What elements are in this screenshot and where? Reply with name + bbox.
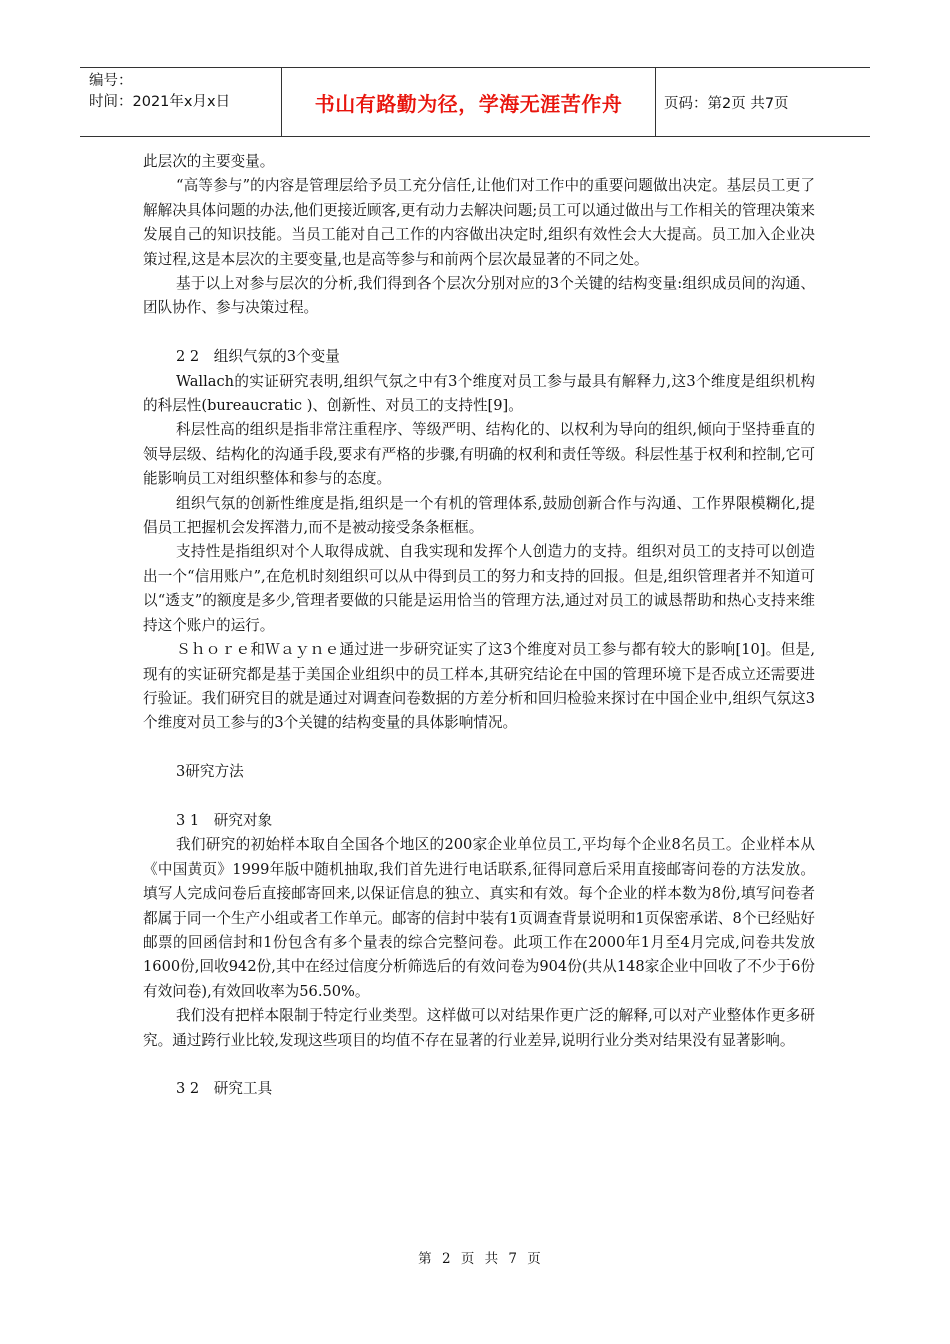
section-heading-3: 3研究方法 [176, 763, 244, 781]
header-meta [80, 68, 282, 136]
paragraph: 基于以上对参与层次的分析,我们得到各个层次分别对应的3个关键的结构变量:组织成员间的沟通、团队协作、参与决策过程。 [143, 275, 815, 317]
page-header [80, 67, 870, 137]
paragraph: 支持性是指组织对个人取得成就、自我实现和发挥个人创造力的支持。组织对员工的支持可以创造出一个“信用账户”,在危机时刻组织可以从中得到员工的努力和支持的回报。但是,组织管理者并不知道可以“透支”的额度是多少,管理者要做的只能是运用恰当的管理方法,通过对员工的诚恳帮助和热心支持来维持这个账户的运行。 [143, 543, 815, 634]
paragraph: “高等参与”的内容是管理层给予员工充分信任,让他们对工作中的重要问题做出决定。基层员工更了解解决具体问题的办法,他们更接近顾客,更有动力去解决问题;员工可以通过做出与工作相关的管理决策来发展自己的知识技能。当员工能对自己工作的内容做出决定时,组织有效性会大大提高。员工加入企业决策过程,这是本层次的主要变量,也是高等参与和前两个层次最显著的不同之处。 [143, 177, 815, 268]
paragraph: 我们研究的初始样本取自全国各个地区的200家企业单位员工,平均每个企业8名员工。企业样本从《中国黄页》1999年版中随机抽取,我们首先进行电话联系,征得同意后采用直接邮寄问卷的方法发放。填写人完成问卷后直接邮寄回来,以保证信息的独立、真实和有效。每个企业的样本数为8份,填写问卷者都属于同一个生产小组或者工作单元。邮寄的信封中装有1页调查背景说明和1页保密承诺、8个已经贴好邮票的回函信封和1份包含有多个量表的综合完整问卷。此项工作在2000年1月至4月完成,问卷共发放1600份,回收942份,其中在经过信度分析筛选后的有效问卷为904份(共从148家企业中回收了不少于6份有效问卷),有效回收率为56.50%。 [143, 836, 815, 1000]
section-heading-3-2: 3 2 研究工具 [176, 1080, 273, 1098]
paragraph: Wallach的实证研究表明,组织气氛之中有3个维度对员工参与最具有解释力,这3个维度是组织机构的科层性(bureaucratic )、创新性、对员工的支持性[9]。 [143, 372, 815, 415]
paragraph: 科层性高的组织是指非常注重程序、等级严明、结构化的、以权利为导向的组织,倾向于坚持垂直的领导层级、结构化的沟通手段,要求有严格的步骤,有明确的权利和责任等级。科层性基于权利和控制,它可能影响员工对组织整体和参与的态度。 [143, 421, 815, 488]
page-footer: 第 2 页 共 7 页 [418, 1251, 544, 1267]
paragraph: Ｓｈｏｒｅ和Ｗａｙｎｅ通过进一步研究证实了这3个维度对员工参与都有较大的影响[10]。但是,现有的实证研究都是基于美国企业组织中的员工样本,其研究结论在中国的管理环境下是否成立还需要进行验证。我们研究目的就是通过对调查问卷数据的方差分析和回归检验来探讨在中国企业中,组织气氛这3个维度对员工参与的3个关键的结构变量的具体影响情况。 [143, 641, 815, 732]
header-page-label: 页码：第2页 共7页 [664, 95, 789, 112]
document-number-label: 编号： [89, 73, 133, 89]
paragraph: 组织气氛的创新性维度是指,组织是一个有机的管理体系,鼓励创新合作与沟通、工作界限模糊化,提倡员工把握机会发挥潜力,而不是被动接受条条框框。 [143, 494, 815, 537]
header-motto: 书山有路勤为径，学海无涯苦作舟 [282, 68, 656, 136]
section-heading-3-1: 3 1 研究对象 [176, 811, 273, 829]
section-heading-2-2: 2 2 组织气氛的3个变量 [176, 348, 340, 366]
paragraph: 我们没有把样本限制于特定行业类型。这样做可以对结果作更广泛的解释,可以对产业整体作更多研究。通过跨行业比较,发现这些项目的均值不存在显著的行业差异,说明行业分类对结果没有显著影响。 [143, 1007, 815, 1049]
document-time-label: 时间：2021年x月x日 [89, 94, 231, 110]
paragraph: 此层次的主要变量。 [143, 153, 275, 170]
document-body [143, 150, 815, 1102]
